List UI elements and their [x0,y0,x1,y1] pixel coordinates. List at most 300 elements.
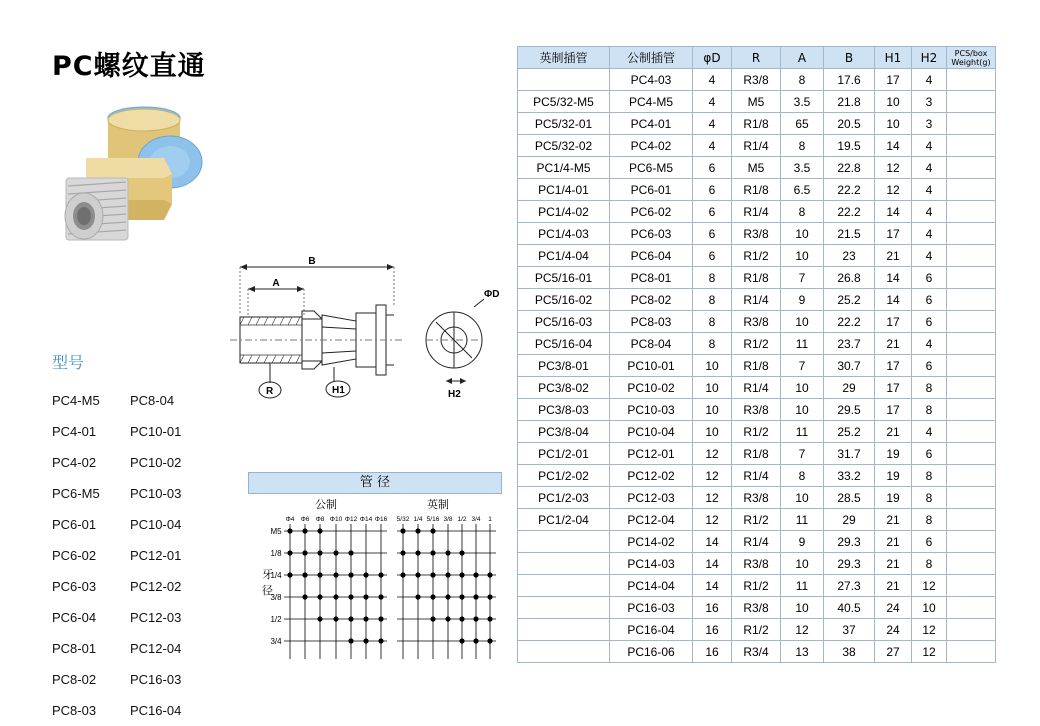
pipe-matrix-dot [302,572,307,577]
table-cell: 14 [693,553,732,575]
table-cell: PC16-06 [610,641,693,663]
pipe-row-label-3: 3/8 [270,593,282,602]
pipe-matrix-dot [317,550,322,555]
table-row [518,597,996,619]
table-cell: 17 [875,355,912,377]
pipe-metric-col-0: Φ4 [285,516,295,523]
pipe-metric-col-3: Φ10 [329,516,343,523]
table-cell [947,487,996,509]
table-cell: 10 [781,311,824,333]
table-row [518,619,996,641]
list-item: PC10-01 [130,424,182,439]
table-cell: 29 [824,509,875,531]
drawing-label-h2: H2 [448,389,461,400]
table-cell: 10 [781,377,824,399]
table-cell: PC5/32-M5 [518,91,610,113]
pipe-matrix-dot [302,550,307,555]
table-cell: PC3/8-04 [518,421,610,443]
table-cell: R1/8 [732,113,781,135]
list-item: PC8-03 [52,703,97,718]
table-cell: 23.7 [824,333,875,355]
table-row [518,355,996,377]
table-cell: 4 [693,113,732,135]
table-cell [518,619,610,641]
table-cell: 19 [875,487,912,509]
table-cell: R1/4 [732,377,781,399]
pipe-metric-col-2: Φ8 [315,516,325,523]
table-cell: 22.8 [824,157,875,179]
table-cell: 10 [875,113,912,135]
table-row [518,201,996,223]
table-cell: PC1/2-04 [518,509,610,531]
table-cell: 4 [693,91,732,113]
table-cell: 4 [912,179,947,201]
table-cell: PC5/32-02 [518,135,610,157]
table-cell: PC12-02 [610,465,693,487]
table-cell [518,69,610,91]
col-inch-tube: 英制插管 [518,47,610,69]
pipe-row-axis-label-1: 牙 [262,569,273,581]
table-cell: 21 [875,421,912,443]
table-cell: 9 [781,531,824,553]
table-cell: R1/2 [732,421,781,443]
table-cell: PC6-M5 [610,157,693,179]
table-cell [947,69,996,91]
table-cell: 8 [912,487,947,509]
pipe-matrix-dot [348,550,353,555]
table-cell [947,619,996,641]
pipe-matrix-dot [415,594,420,599]
list-item: PC12-03 [130,610,182,625]
pipe-matrix-dot [487,638,492,643]
table-cell: 40.5 [824,597,875,619]
drawing-label-h1: H1 [332,385,345,396]
table-cell: 10 [693,377,732,399]
table-cell: PC8-01 [610,267,693,289]
table-cell: PC12-03 [610,487,693,509]
pipe-matrix-dot [459,594,464,599]
list-item: PC4-M5 [52,393,100,408]
pipe-metric-col-5: Φ14 [359,516,373,523]
table-cell: 27.3 [824,575,875,597]
table-cell: 14 [875,201,912,223]
pipe-matrix-dot [415,550,420,555]
table-cell: PC8-03 [610,311,693,333]
table-cell: PC4-03 [610,69,693,91]
pipe-matrix-dot [473,616,478,621]
table-cell: 13 [781,641,824,663]
table-cell: 16 [693,619,732,641]
pipe-matrix-dot [445,572,450,577]
table-cell: 8 [781,465,824,487]
pipe-inch-col-5: 3/4 [471,516,481,523]
list-item: PC16-04 [130,703,182,718]
table-row [518,289,996,311]
table-row [518,509,996,531]
table-cell [947,509,996,531]
table-row [518,575,996,597]
table-cell: PC1/2-01 [518,443,610,465]
table-cell: 6 [693,223,732,245]
pipe-diameter-title: 管 径 [248,472,502,494]
table-cell: 27 [875,641,912,663]
list-item: PC12-04 [130,641,182,656]
list-item: PC6-02 [52,548,97,563]
table-cell: R1/8 [732,267,781,289]
table-cell: 10 [693,421,732,443]
list-item: PC12-02 [130,579,182,594]
table-cell: PC6-04 [610,245,693,267]
table-cell: R3/8 [732,553,781,575]
table-cell: R1/8 [732,179,781,201]
table-cell: 17 [875,399,912,421]
pipe-matrix-dot [459,616,464,621]
table-cell [947,223,996,245]
pipe-matrix-dot [302,594,307,599]
table-cell: 7 [781,443,824,465]
list-item: PC8-01 [52,641,97,656]
table-cell: 12 [693,487,732,509]
table-cell: 6 [912,531,947,553]
table-cell: 3 [912,113,947,135]
table-cell: 37 [824,619,875,641]
table-cell: 14 [693,531,732,553]
table-cell: R1/4 [732,289,781,311]
table-cell: PC6-03 [610,223,693,245]
pipe-matrix-dot [378,594,383,599]
table-row [518,267,996,289]
table-cell: 17 [875,311,912,333]
table-row [518,531,996,553]
table-cell: PC16-03 [610,597,693,619]
table-row [518,245,996,267]
pipe-matrix-dot [317,572,322,577]
table-cell: 38 [824,641,875,663]
pipe-inch-col-6: 1 [488,516,492,523]
table-cell [947,289,996,311]
table-cell [518,597,610,619]
table-cell: 8 [781,201,824,223]
table-cell: 4 [912,157,947,179]
pipe-metric-col-1: Φ6 [300,516,310,523]
table-cell [947,443,996,465]
table-cell: R3/8 [732,69,781,91]
drawing-label-a: A [272,278,280,289]
table-cell: 8 [912,399,947,421]
table-row [518,333,996,355]
table-cell: PC10-03 [610,399,693,421]
table-cell [947,113,996,135]
pipe-inch-group-label: 英制 [427,499,449,511]
table-cell [947,553,996,575]
spec-table [517,46,996,663]
table-cell [947,355,996,377]
table-cell: 4 [912,69,947,91]
pipe-matrix-dot [459,572,464,577]
table-cell: R1/2 [732,619,781,641]
table-cell: 8 [781,69,824,91]
pipe-matrix-dot [487,594,492,599]
table-cell: 14 [875,289,912,311]
table-cell: 65 [781,113,824,135]
table-cell: PC1/4-M5 [518,157,610,179]
table-cell [947,267,996,289]
table-cell [947,399,996,421]
table-cell [518,531,610,553]
list-item: PC12-01 [130,548,182,563]
table-cell: PC4-M5 [610,91,693,113]
table-cell: 10 [912,597,947,619]
table-cell: 26.8 [824,267,875,289]
table-row [518,443,996,465]
table-row [518,399,996,421]
table-cell: 19 [875,465,912,487]
col-metric-tube: 公制插管 [610,47,693,69]
pipe-matrix-dot [473,638,478,643]
table-cell: 10 [781,223,824,245]
table-cell [947,179,996,201]
table-cell: 6 [912,355,947,377]
pipe-matrix-dot [415,528,420,533]
list-item: PC10-04 [130,517,182,532]
table-cell: 8 [912,465,947,487]
table-cell [947,135,996,157]
table-cell: 21 [875,553,912,575]
table-cell: 11 [781,333,824,355]
table-cell: R1/2 [732,245,781,267]
pipe-matrix-dot [400,528,405,533]
table-row [518,377,996,399]
table-cell: PC1/4-04 [518,245,610,267]
pipe-matrix-dot [363,572,368,577]
table-cell: 22.2 [824,201,875,223]
table-cell: 17 [875,223,912,245]
list-item: PC10-03 [130,486,182,501]
table-cell: R3/4 [732,641,781,663]
table-cell: 6 [693,245,732,267]
table-cell: 4 [912,245,947,267]
pipe-matrix-dot [348,572,353,577]
pipe-inch-col-2: 5/16 [426,516,440,523]
pipe-matrix-dot [287,572,292,577]
table-cell: 21.8 [824,91,875,113]
table-cell: R1/4 [732,465,781,487]
list-item: PC4-01 [52,424,97,439]
table-cell: 33.2 [824,465,875,487]
drawing-label-r: R [266,386,274,397]
table-cell: R3/8 [732,487,781,509]
pipe-matrix-dot [378,616,383,621]
table-cell: 21.5 [824,223,875,245]
table-row [518,157,996,179]
pipe-diameter-block [248,472,500,682]
table-cell: 17 [875,69,912,91]
table-cell: PC1/4-01 [518,179,610,201]
table-cell: 8 [912,553,947,575]
table-cell: PC3/8-03 [518,399,610,421]
table-cell: 21 [875,531,912,553]
list-item: PC10-02 [130,455,182,470]
table-cell [947,421,996,443]
pipe-matrix-dot [487,616,492,621]
table-cell: 22.2 [824,311,875,333]
table-row [518,223,996,245]
table-cell: 29.3 [824,531,875,553]
table-cell: PC10-01 [610,355,693,377]
table-cell: 24 [875,597,912,619]
table-cell [947,641,996,663]
table-cell: 21 [875,575,912,597]
list-item: PC4-02 [52,455,97,470]
pipe-matrix-dot [287,528,292,533]
table-cell: 29.5 [824,399,875,421]
table-row [518,421,996,443]
table-cell: 12 [693,443,732,465]
table-cell: R3/8 [732,223,781,245]
pipe-row-label-5: 3/4 [270,637,282,646]
pipe-matrix-dot [430,528,435,533]
list-item: PC6-01 [52,517,97,532]
table-cell: PC14-04 [610,575,693,597]
table-cell: 11 [781,509,824,531]
table-cell: 14 [875,135,912,157]
table-cell: 14 [875,267,912,289]
table-cell: 3.5 [781,91,824,113]
pipe-inch-col-0: 5/32 [396,516,410,523]
table-header-row [518,47,996,69]
table-cell: PC1/4-02 [518,201,610,223]
table-cell: 12 [781,619,824,641]
drawing-label-b: B [308,256,316,267]
pipe-matrix-dot [400,550,405,555]
table-cell: 4 [912,223,947,245]
table-cell: 6 [912,289,947,311]
table-cell: 10 [781,399,824,421]
page-title: PC螺纹直通 [52,51,206,82]
table-cell: PC14-03 [610,553,693,575]
pipe-matrix-dot [333,550,338,555]
table-row [518,135,996,157]
table-cell: 24 [875,619,912,641]
table-cell: 8 [693,333,732,355]
list-item: PC8-02 [52,672,97,687]
col-h2: H2 [912,47,947,69]
table-cell [947,597,996,619]
pipe-matrix-dot [430,616,435,621]
table-cell: 6 [912,311,947,333]
pcs-box-label: PCS/box [954,48,988,58]
pipe-matrix-dot [378,572,383,577]
table-cell: 7 [781,355,824,377]
drawing-label-phid: ΦD [484,289,500,300]
pipe-matrix-dot [333,572,338,577]
table-cell: R1/8 [732,443,781,465]
table-cell [947,157,996,179]
pipe-matrix-dot [459,550,464,555]
table-cell: 25.2 [824,421,875,443]
table-cell: 16 [693,597,732,619]
pipe-matrix-dot [317,528,322,533]
list-item: PC16-03 [130,672,182,687]
table-row [518,179,996,201]
table-cell: 6.5 [781,179,824,201]
table-cell: 29 [824,377,875,399]
table-cell: PC16-04 [610,619,693,641]
pipe-row-axis-label-2: 径 [262,585,273,597]
pipe-matrix-dot [445,550,450,555]
pipe-row-label-1: 1/8 [270,549,282,558]
table-cell: 19 [875,443,912,465]
pipe-metric-group-label: 公制 [315,499,337,511]
pipe-matrix-dot [445,594,450,599]
table-cell: M5 [732,91,781,113]
table-cell: R1/4 [732,201,781,223]
pipe-matrix-dot [445,616,450,621]
table-cell: 20.5 [824,113,875,135]
table-cell: 10 [693,399,732,421]
pipe-matrix-dot [348,638,353,643]
pipe-matrix-dot [363,638,368,643]
table-cell [947,245,996,267]
product-photo [60,100,260,270]
table-cell: 9 [781,289,824,311]
pipe-matrix-dot [459,638,464,643]
table-cell: M5 [732,157,781,179]
table-cell: 16 [693,641,732,663]
table-cell [518,553,610,575]
pipe-matrix-dot [363,616,368,621]
table-cell: PC8-04 [610,333,693,355]
table-cell [518,641,610,663]
table-row [518,465,996,487]
table-cell: 4 [912,201,947,223]
table-cell: 8 [912,377,947,399]
table-cell: 11 [781,575,824,597]
table-cell: PC14-02 [610,531,693,553]
table-row [518,113,996,135]
table-row [518,553,996,575]
pipe-matrix-dot [430,572,435,577]
table-cell: 23 [824,245,875,267]
table-cell: PC10-02 [610,377,693,399]
list-item: PC8-04 [130,393,175,408]
col-phid: φD [693,47,732,69]
table-cell: 8 [693,267,732,289]
list-item: PC6-M5 [52,486,100,501]
table-cell: R1/8 [732,355,781,377]
table-cell: 3.5 [781,157,824,179]
table-cell: PC1/2-02 [518,465,610,487]
table-cell [947,333,996,355]
table-cell: 22.2 [824,179,875,201]
table-cell: PC12-01 [610,443,693,465]
col-b: B [824,47,875,69]
table-cell: 31.7 [824,443,875,465]
list-item: PC6-03 [52,579,97,594]
table-cell: R3/8 [732,399,781,421]
table-cell: PC10-04 [610,421,693,443]
table-cell: PC1/4-03 [518,223,610,245]
table-cell: 3 [912,91,947,113]
table-cell: 6 [912,267,947,289]
table-cell [947,91,996,113]
pipe-inch-col-4: 1/2 [457,516,467,523]
table-cell: PC4-01 [610,113,693,135]
table-cell [947,465,996,487]
pipe-matrix-dot [400,572,405,577]
table-cell [518,575,610,597]
table-cell [947,531,996,553]
